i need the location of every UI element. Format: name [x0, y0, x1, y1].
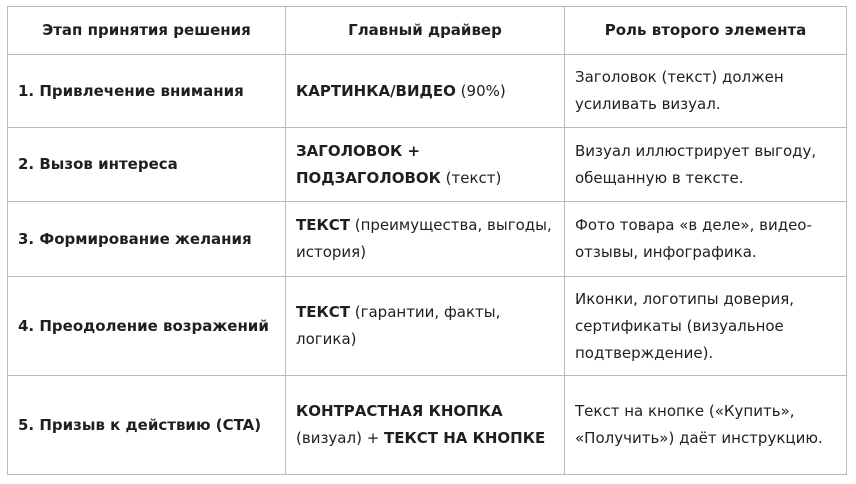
- stage-cell: 3. Формирование желания: [8, 202, 286, 277]
- driver-bold: ТЕКСТ: [296, 303, 350, 321]
- role-cell: Заголовок (текст) должен усиливать визуал.: [565, 55, 847, 128]
- table-row: [8, 376, 847, 475]
- driver-cell: [286, 376, 565, 475]
- role-cell: Визуал иллюстрирует выгоду, обещанную в тексте.: [565, 128, 847, 202]
- stage-cell: 1. Привлечение внимания: [8, 55, 286, 128]
- driver-bold: КОНТРАСТНАЯ КНОПКА: [296, 402, 503, 420]
- header-driver: Главный драйвер: [286, 7, 565, 55]
- header-stage: Этап принятия решения: [8, 7, 286, 55]
- driver-bold: ЗАГОЛОВОК + ПОДЗАГОЛОВОК: [296, 141, 441, 187]
- driver-cell: [286, 128, 565, 202]
- driver-cell: [286, 55, 565, 128]
- stage-cell: 5. Призыв к действию (CTA): [8, 376, 286, 475]
- driver-text: (90%): [455, 81, 506, 100]
- driver-text: (текст): [440, 168, 502, 187]
- table-row: [8, 202, 847, 277]
- role-cell: Текст на кнопке («Купить», «Получить») даёт инструкцию.: [565, 376, 847, 475]
- decision-stages-table: [7, 6, 847, 475]
- table-row: [8, 55, 847, 128]
- table-row: [8, 277, 847, 376]
- driver-bold: ТЕКСТ: [296, 216, 350, 234]
- role-cell: Иконки, логотипы доверия, сертификаты (визуальное подтверждение).: [565, 277, 847, 376]
- driver-cell: [286, 202, 565, 277]
- driver-text: (визуал) +: [296, 429, 385, 447]
- driver-cell: [286, 277, 565, 376]
- driver-text: (гарантии, факты, логика): [296, 303, 501, 348]
- header-role: Роль второго элемента: [565, 7, 847, 55]
- stage-cell: 2. Вызов интереса: [8, 128, 286, 202]
- role-cell: Фото товара «в деле», видео-отзывы, инфографика.: [565, 202, 847, 277]
- driver-text: (преимущества, выгоды, история): [296, 216, 552, 261]
- driver-bold-2: ТЕКСТ НА КНОПКЕ: [384, 429, 546, 447]
- driver-bold: КАРТИНКА/ВИДЕО: [296, 81, 456, 100]
- stage-cell: 4. Преодоление возражений: [8, 277, 286, 376]
- table-row: [8, 128, 847, 202]
- table-header-row: [8, 7, 847, 55]
